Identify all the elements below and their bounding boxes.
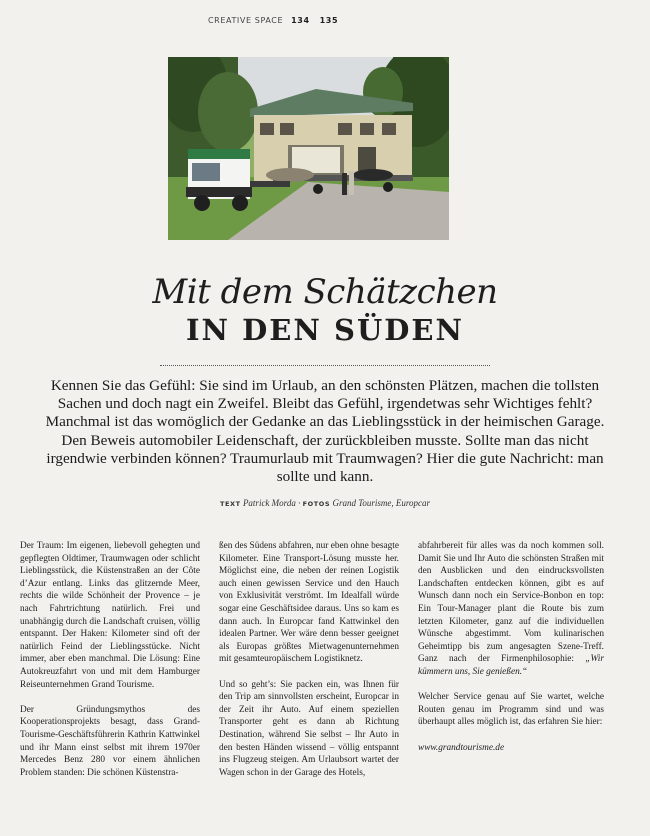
body-column-2 [219,540,399,792]
paragraph [418,540,604,679]
paragraph-text: abfahrbereit für alles was da noch kommen soll. Damit Sie und Ihr Auto die schönsten Straßen mit den Ausblicken und den eindrucksvollsten Landschaften entdecken können, gibt es auf Wunsch dann noch ein Service-Bonbon en top: Ein Tour-Manager plant die Route bis zum letzten Kilometer, ganz auf die individuellen Wünsche abgestimmt. Vom kulinarischen Geheimtipp bis zum angesagten Szene-Treff. Ganz nach der Firmenphilosophie: [418,541,604,665]
paragraph: Der Gründungsmythos des Kooperationsprojekts besagt, dass Grand-Tourisme-Geschäftsführerin Kathrin Kattwinkel und ihr Mann einst selbst mit ihrem 1970er Mercedes Benz 280 vor einem ähnlichen Problem standen: Die schönen Küstenstra- [20,704,200,778]
section-label: CREATIVE SPACE [208,16,284,25]
paragraph: Welcher Service genau auf Sie wartet, welche Routen genau im Programm sind und was überhaupt alles möglich ist, das erfahren Sie hier: [418,692,604,728]
body-column-3 [418,540,604,767]
page-number-left: 134 [291,16,310,25]
credit-author: Patrick Morda [242,498,296,508]
body-column-1 [20,540,200,792]
article-lead: Kennen Sie das Gefühl: Sie sind im Urlaub, an den schönsten Plätzen, machen die tollsten Sachen und doch nagt ein Zweifel. Bleibt das Gefühl, irgendetwas sehr Wichtiges fehlt? Manchmal ist das womöglich der Gedanke an das Lieblingsstück in der heimischen Garage. Den Beweis automobiler Leidenschaft, der zurückbleiben musste. Sollte man das nicht irgendwie verbinden können? Traumurlaub mit Traumwagen? Hier die gute Nachricht: man sollte und kann. [45,377,605,486]
credit-photographers: Grand Tourisme, Europcar [332,498,431,508]
credit-photo-label: FOTOS [302,500,331,508]
credit-separator: · [298,498,303,508]
paragraph: Und so geht’s: Sie packen ein, was Ihnen für den Trip am sinnvollsten erscheint, Europcar in der Zeit ihr Auto. Auf einem speziellen Transporter geht es dann ab Richtung Destination, während Sie selbst – Ihr Auto in den besten Händen wissend – völlig entspannt ins Flugzeug steigen. Am Urlaubsort wartet der Wagen schon in der Garage des Hotels, [219,679,399,778]
title-divider [160,365,490,366]
paragraph: ßen des Südens abfahren, nur eben ohne besagte Kilometer. Eine Transport-Lösung musste her. Möglichst eine, die neben der reinen Logistik auch einen gewissen Service und den Hauch von Exklusivität verströmt. Im Idealfall würde sogar eine Geschäftsidee daraus. Uns so kam es dann auch. In Europcar fand Kattwinkel den idealen Partner. Wer wäre denn besser geeignet als Europas größtes Mietwagenunternehmen mit gesamteuropäischem Logistiknetz. [219,541,399,665]
photo-villa-truck-icon [168,57,449,240]
article-credits [0,498,650,508]
page-header [208,16,338,25]
website-link[interactable]: www.grandtourisme.de [418,742,505,753]
article-title-line1: Mit dem Schätzchen [152,272,498,312]
credit-text-label: TEXT [219,500,241,508]
paragraph: Der Traum: Im eigenen, liebevoll gehegten und gepflegten Oldtimer, Traumwagen oder schlicht Lieblingsstück, die Küstenstraßen an der Côte d’Azur entlang. Links das glitzernde Meer, rechts die wilde Schönheit der Provence – je nach Fahrtrichtung natürlich. Frei und unabhängig durch die Landschaft cruisen, völlig entspannt. Der Haken: Kilometer sind oft der natürlich Feind der Lieblingsstücke. Nicht immer, aber eben manchmal. Die Lösung: Eine Autokreuzfahrt von und mit dem Hamburger Reiseunternehmen Grand Tourisme. [20,541,200,690]
article-title-line2: IN DEN SÜDEN [185,313,465,347]
company-slogan: „Wir kümmern uns, Sie genießen.“ [418,654,604,677]
page-number-right: 135 [319,16,339,25]
article-photo [168,57,449,240]
